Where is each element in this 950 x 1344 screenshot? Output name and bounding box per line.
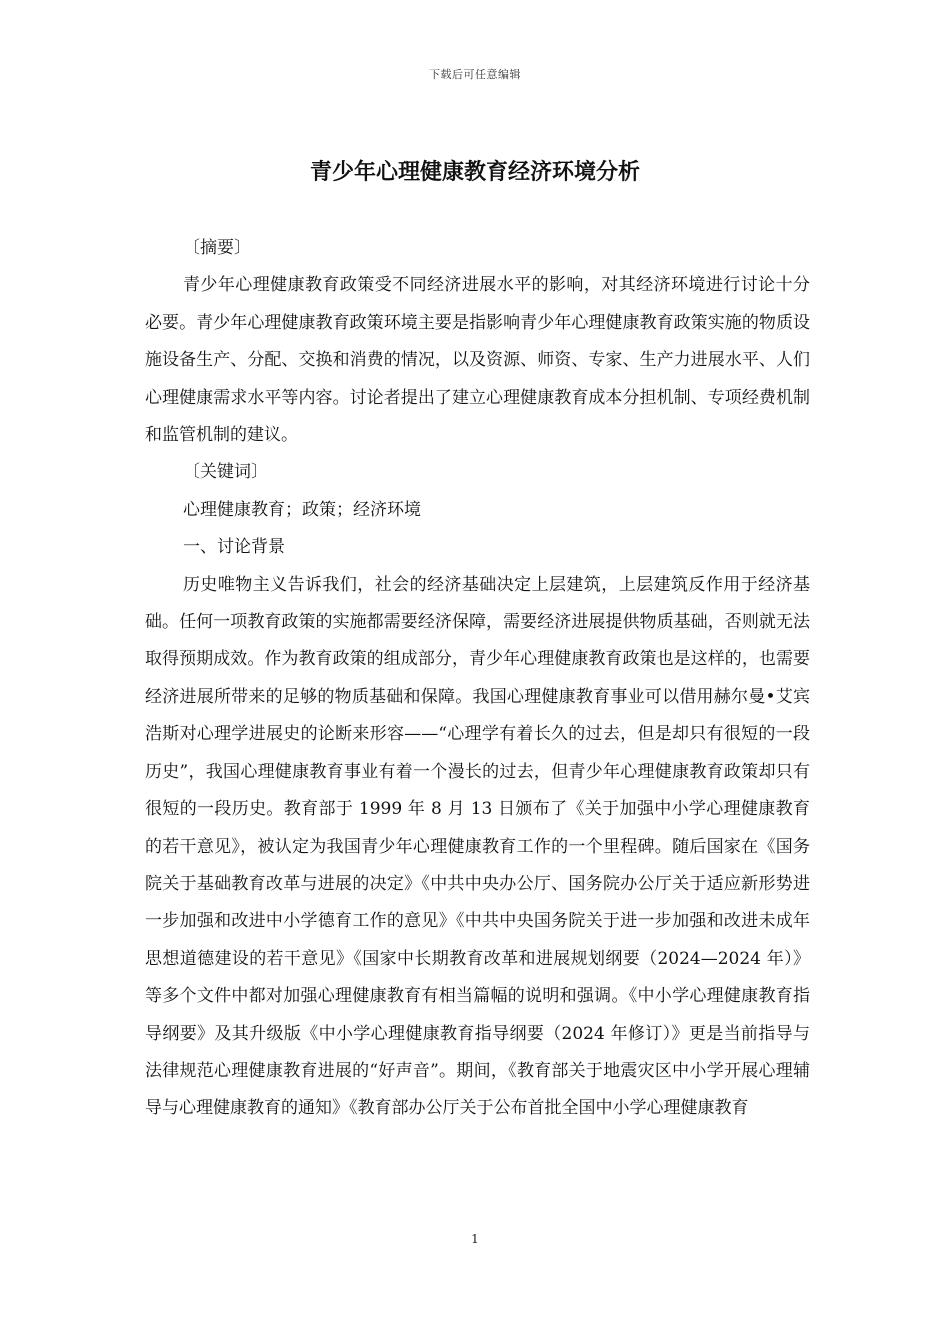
page-number: 1	[471, 1232, 479, 1246]
document-title: 青少年心理健康教育经济环境分析	[309, 160, 640, 185]
body-paragraph: 历史唯物主义告诉我们，社会的经济基础决定上层建筑，上层建筑反作用于经济基础。任何一项教育政策的实施都需要经济保障，需要经济进展提供物质基础，否则就无法取得预期成效。作为教育政策的组成部分，青少年心理健康教育政策也是这样的，也需要经济进展所带来的足够的物质基础和保障。我国心理健康教育事业可以借用赫尔曼•艾宾浩斯对心理学进展史的论断来形容——“心理学有着长久的过去，但是却只有很短的一段历史”，我国心理健康教育事业有着一个漫长的过去，但青少年心理健康教育政策却只有很短的一段历史。教育部于 1999 年 8 月 13 日颁布了《关于加强中小学心理健康教育的若干意见》，被认定为我国青少年心理健康教育工作的一个里程碑。随后国家在《国务院关于基础教育改革与进展的决定》《中共中央办公厅、国务院办公厅关于适应新形势进一步加强和改进中小学德育工作的意见》《中共中央国务院关于进一步加强和改进未成年思想道德建设的若干意见》《国家中长期教育改革和进展规划纲要（2024—2024 年）》等多个文件中都对加强心理健康教育有相当篇幅的说明和强调。《中小学心理健康教育指导纲要》及其升级版《中小学心理健康教育指导纲要（2024 年修订）》更是当前指导与法律规范心理健康教育进展的“好声音”。期间，《教育部关于地震灾区中小学开展心理辅导与心理健康教育的通知》《教育部办公厅关于公布首批全国中小学心理健康教育	[145, 574, 810, 1119]
header-note: 下载后可任意编辑	[429, 68, 521, 81]
document-body	[145, 230, 810, 1128]
keywords-label: 〔关键词〕	[183, 462, 268, 483]
abstract-paragraph: 青少年心理健康教育政策受不同经济进展水平的影响，对其经济环境进行讨论十分必要。青少年心理健康教育政策环境主要是指影响青少年心理健康教育政策实施的物质设施设备生产、分配、交换和消费的情况，以及资源、师资、专家、生产力进展水平、人们心理健康需求水平等内容。讨论者提出了建立心理健康教育成本分担机制、专项经费机制和监管机制的建议。	[145, 275, 810, 446]
keywords-text: 心理健康教育；政策；经济环境	[183, 499, 421, 520]
section-heading: 一、讨论背景	[183, 537, 285, 558]
abstract-label: 〔摘要〕	[183, 238, 251, 258]
